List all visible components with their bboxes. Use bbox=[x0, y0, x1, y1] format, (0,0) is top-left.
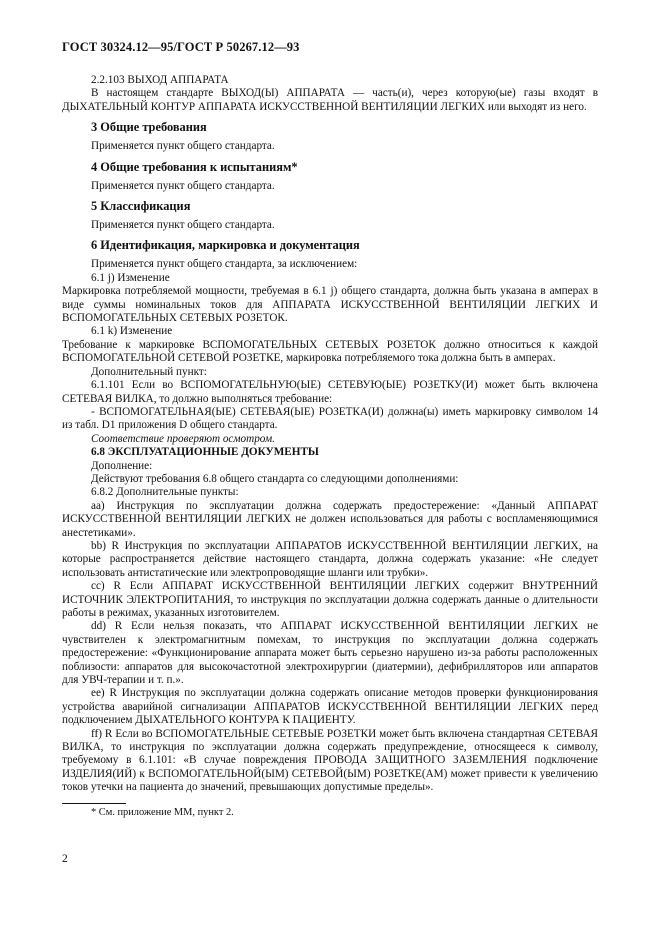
item-ee: ee) R Инструкция по эксплуатации должна содержать описание методов проверки функционирования устройства аварийной сигнализации АППАРАТОВ ИСКУССТВЕННОЙ ВЕНТИЛЯЦИИ ЛЕГКИХ перед подключением ДЫХАТЕЛЬНОГО КОНТУРА К ПАЦИЕНТУ. bbox=[62, 687, 598, 727]
clause-6-1-j-title: 6.1 j) Изменение bbox=[91, 271, 170, 284]
additional-clause-label: Дополнительный пункт: bbox=[91, 365, 207, 378]
compliance-check: Соответствие проверяют осмотром. bbox=[91, 432, 275, 445]
section-6-heading: 6 Идентификация, маркировка и документация bbox=[91, 238, 360, 253]
section-6-8-heading: 6.8 ЭКСПЛУАТАЦИОННЫЕ ДОКУМЕНТЫ bbox=[91, 446, 319, 459]
page-number: 2 bbox=[62, 853, 68, 865]
running-header: ГОСТ 30324.12—95/ГОСТ Р 50267.12—93 bbox=[62, 40, 300, 54]
clause-2-2-103-title: 2.2.103 ВЫХОД АППАРАТА bbox=[91, 74, 229, 86]
clause-6-1-101: 6.1.101 Если во ВСПОМОГАТЕЛЬНУЮ(ЫЕ) СЕТЕВУЮ(ЫЕ) РОЗЕТКУ(И) может быть включена СЕТЕВАЯ ВИЛКА, то должно выполняться требование: bbox=[62, 379, 598, 405]
section-4-heading: 4 Общие требования к испытаниям* bbox=[91, 159, 298, 174]
item-dd: dd) R Если нельзя показать, что АППАРАТ ИСКУССТВЕННОЙ ВЕНТИЛЯЦИИ ЛЕГКИХ не чувствителен к электромагнитным помехам, то инструкция по эксплуатации должна содержать предостережение: «Функционирование аппарата может быть серьезно нарушено из-за работы расположенных поблизости: аппаратов для высокочастотной электрохирургии (диатермии), дефибрилляторов или аппаратов для УВЧ-терапии и т. п.». bbox=[62, 620, 598, 687]
clause-2-2-103-text: В настоящем стандарте ВЫХОД(Ы) АППАРАТА — часть(и), через которую(ые) газы входят в ДЫХАТЕЛЬНЫЙ КОНТУР АППАРАТА ИСКУССТВЕННОЙ ВЕНТИЛЯЦИИ ЛЕГКИХ или выходят из него. bbox=[62, 87, 598, 113]
section-3-heading: 3 Общие требования bbox=[91, 120, 207, 135]
section-6-intro: Применяется пункт общего стандарта, за исключением: bbox=[91, 258, 358, 271]
document-body bbox=[62, 74, 598, 795]
footnote-separator bbox=[62, 803, 126, 804]
clause-6-1-j-text: Маркировка потребляемой мощности, требуемая в 6.1 j) общего стандарта, должна быть указана в амперах в виде суммы номинальных токов для АППАРАТА ИСКУССТВЕННОЙ ВЕНТИЛЯЦИИ ЛЕГКИХ И ВСПОМОГАТЕЛЬНЫХ СЕТЕВЫХ РОЗЕТОК. bbox=[62, 285, 598, 325]
clause-6-8-2: 6.8.2 Дополнительные пункты: bbox=[91, 486, 239, 499]
section-5-heading: 5 Классификация bbox=[91, 199, 191, 214]
footnote: * См. приложение ММ, пункт 2. bbox=[91, 807, 234, 818]
clause-6-1-101-dash: - ВСПОМОГАТЕЛЬНАЯ(ЫЕ) СЕТЕВАЯ(ЫЕ) РОЗЕТКА(И) должна(ы) иметь маркировку символом 14 из табл. D1 приложения D общего стандарта. bbox=[62, 405, 598, 432]
clause-6-1-k-text: Требование к маркировке ВСПОМОГАТЕЛЬНЫХ СЕТЕВЫХ РОЗЕТОК должно относиться к каждой ВСПОМОГАТЕЛЬНОЙ СЕТЕВОЙ РОЗЕТКЕ, маркировка потребляемого тока должна быть в амперах. bbox=[62, 338, 598, 365]
section-5-text: Применяется пункт общего стандарта. bbox=[91, 219, 275, 232]
section-6-8-intro: Действуют требования 6.8 общего стандарта со следующими дополнениями: bbox=[91, 472, 459, 485]
item-aa: аа) Инструкция по эксплуатации должна содержать предостережение: «Данный АППАРАТ ИСКУССТВЕННОЙ ВЕНТИЛЯЦИИ ЛЕГКИХ не должен использоваться для работы с воспламеняющимися анестетиками». bbox=[62, 499, 598, 539]
section-3-text: Применяется пункт общего стандарта. bbox=[91, 140, 275, 153]
item-cc: cc) R Если АППАРАТ ИСКУССТВЕННОЙ ВЕНТИЛЯЦИИ ЛЕГКИХ содержит ВНУТРЕННИЙ ИСТОЧНИК ЭЛЕКТРОПИТАНИЯ, то инструкция по эксплуатации должна содержать данные о длительности работы в режимах, указанных изготовителем. bbox=[62, 580, 598, 619]
item-bb: bb) R Инструкция по эксплуатации АППАРАТОВ ИСКУССТВЕННОЙ ВЕНТИЛЯЦИИ ЛЕГКИХ, на которые распространяется действие настоящего стандарта, должна содержать указание: «Не следует использовать антистатические или электропроводящие шланги или трубки». bbox=[62, 539, 598, 579]
section-6-8-add: Дополнение: bbox=[91, 459, 153, 472]
item-ff: ff) R Если во ВСПОМОГАТЕЛЬНЫЕ СЕТЕВЫЕ РОЗЕТКИ может быть включена стандартная СЕТЕВАЯ ВИЛКА, то инструкция по эксплуатации должна содержать предупреждение, относящееся к символу, требуемому в 6.1.101: «В случае повреждения ПРОВОДА ЗАЩИТНОГО ЗАЗЕМЛЕНИЯ подключение ИЗДЕЛИЯ(ИЙ) к ВСПОМОГАТЕЛЬНОЙ(ЫМ) СЕТЕВОЙ(ЫМ) РОЗЕТКЕ(АМ) может привести к увеличению токов утечки на пациента до значений, превышающих допустимые пределы». bbox=[62, 727, 598, 794]
clause-6-1-k-title: 6.1 k) Изменение bbox=[91, 325, 173, 338]
section-4-text: Применяется пункт общего стандарта. bbox=[91, 179, 275, 192]
